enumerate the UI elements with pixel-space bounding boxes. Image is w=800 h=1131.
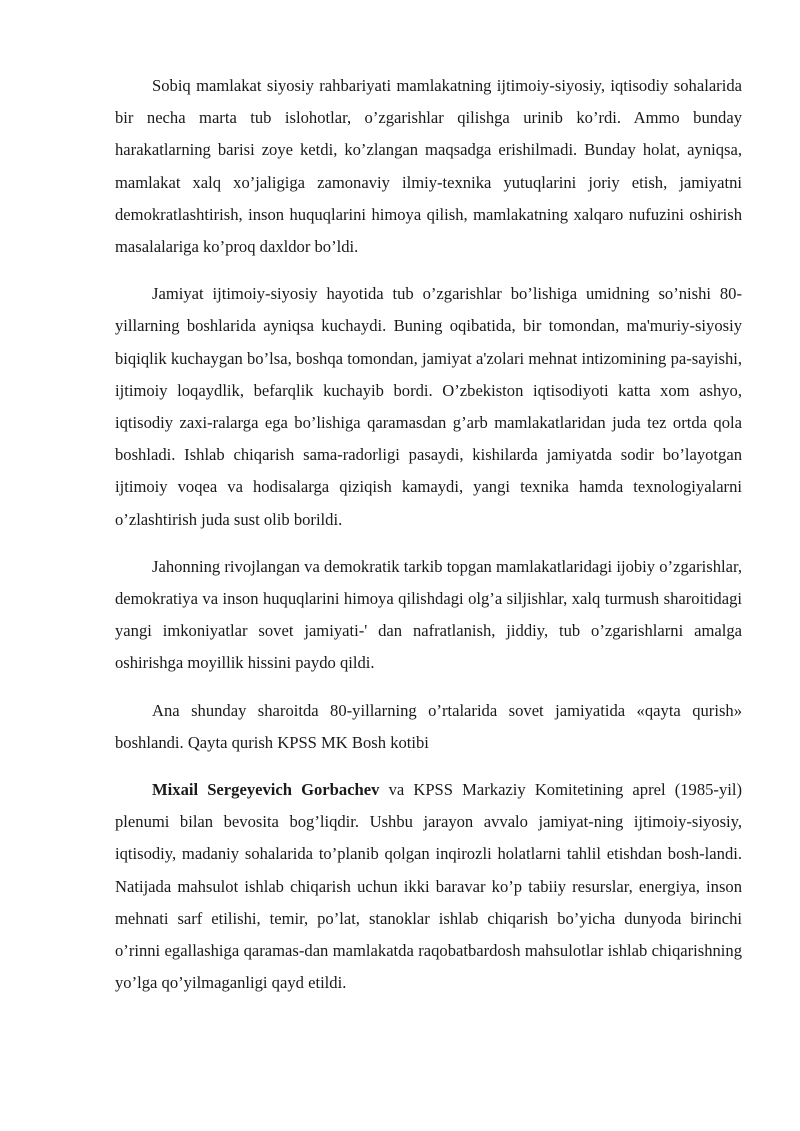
paragraph-2: Jamiyat ijtimoiy-siyosiy hayotida tub o’zgarishlar bo’lishiga umidning so’nishi 80-yillarning boshlarida ayniqsa kuchaydi. Buning oqibatida, bir tomondan, ma'muriy-siyosiy biqiqlik kuchaygan bo’lsa, boshqa tomondan, jamiyat a'zolari mehnat intizomining pa-sayishi, ijtimoiy loqaydlik, befarqlik kuchayib bordi. O’zbekiston iqtisodiyoti katta xom ashyo, iqtisodiy zaxi-ralarga ega bo’lishiga qaramasdan g’arb mamlakatlaridan juda tez ortda qola boshladi. Ishlab chiqarish sama-radorligi pasaydi, kishilarda jamiyatda sodir bo’layotgan ijtimoiy voqea va hodisalarga qiziqish kamaydi, yangi texnika hamda texnologiyalarni o’zlashtirish juda sust olib borildi. — [115, 284, 742, 529]
paragraph-5-text: va KPSS Markaziy Komitetining aprel (1985-yil) plenumi bilan bevosita bog’liqdir. Ushbu jarayon avvalo jamiyat-ning ijtimoiy-siyosiy, iqtisodiy, madaniy sohalarida to’planib qolgan inqirozli holatlarni tahlil etishdan bosh-landi. Natijada mahsulot ishlab chiqarish uchun ikki baravar ko’p tabiiy resurslar, energiya, inson mehnati sarf etilishi, temir, po’lat, stanoklar ishlab chiqarish bo’yicha dunyoda birinchi o’rinni egallashiga qaramas-dan mamlakatda raqobatbardosh mahsulotlar ishlab chiqarishning yo’lga qo’yilmaganligi qayd etildi. — [115, 780, 742, 993]
paragraph-4: Ana shunday sharoitda 80-yillarning o’rtalarida sovet jamiyatida «qayta qurish» boshlandi. Qayta qurish KPSS MK Bosh kotibi — [115, 700, 742, 752]
paragraph-5 — [115, 774, 742, 999]
person-name: Mixail Sergeyevich Gorbachev — [152, 780, 380, 800]
document-page — [115, 70, 742, 1014]
paragraph-1: Sobiq mamlakat siyosiy rahbariyati mamlakatning ijtimoiy-siyosiy, iqtisodiy sohalarida bir necha marta tub islohotlar, o’zgarishlar qilishga urinib ko’rdi. Ammo bunday harakatlarning barisi zoye ketdi, ko’zlangan maqsadga erishilmadi. Bunday holat, ayniqsa, mamlakat xalq xo’jaligiga zamonaviy ilmiy-texnika yutuqlarini joriy etish, jamiyatni demokratlashtirish, inson huquqlarini himoya qilish, mamlakatning xalqaro nufuzini oshirish masalalariga ko’proq daxldor bo’ldi. — [115, 76, 742, 257]
paragraph-3: Jahonning rivojlangan va demokratik tarkib topgan mamlakatlaridagi ijobiy o’zgarishlar, demokratiya va inson huquqlarini himoya qilishdagi olg’a siljishlar, xalq turmush sharoitidagi yangi imkoniyatlar sovet jamiyati-' dan nafratlanish, jiddiy, tub o’zgarishlarni amalga oshirishga moyillik hissini paydo qildi. — [115, 556, 742, 673]
